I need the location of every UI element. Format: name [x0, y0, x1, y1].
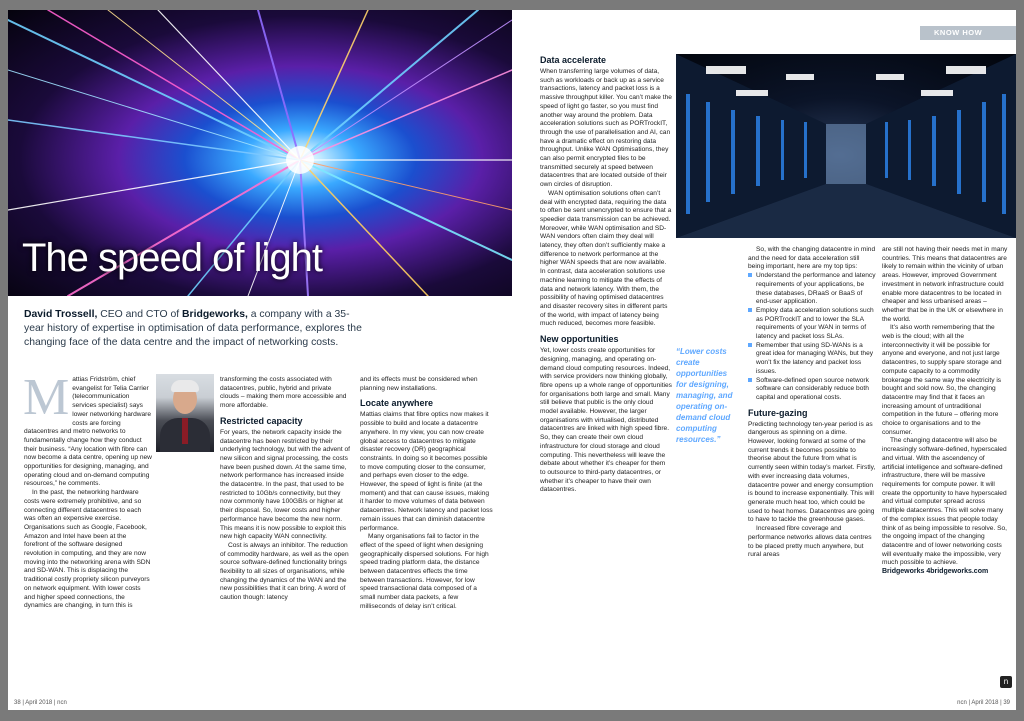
- paragraph: So, with the changing datacentre in mind and the need for data acceleration still being important, here are my top tips:: [748, 246, 876, 271]
- server-corridor-graphic: [676, 54, 1016, 238]
- section-heading: New opportunities: [540, 334, 619, 345]
- paragraph: attias Fridström, chief evangelist for Telia Carrier (telecommunication services specialist) says lower networking hardware costs are forcing datacentres and metro networks to fundamentally change how they conduct their business. “Any location with fibre can now become a data centre, opening up new opportunities for designing, managing, and operating cloud and on-demand computing resources,” he comments.: [24, 376, 152, 488]
- tip-item: Software-defined open source network software can considerably reduce both capital and operational costs.: [748, 377, 876, 403]
- paragraph: When transferring large volumes of data, such as workloads or back up as a service transactions, latency and packet loss is a massive throughput killer. You can’t make the speed of light go faster, so you must find another way around the problem. Data acceleration solutions such as PORTrockIT, through the use of parallelisation and AI, can have a dramatic effect on restoring data throughput. Unlike WAN Optimisations, they can also permit encrypted files to be transmitted securely at speed between datacentres that are located outside of their own circles of disruption.: [540, 68, 672, 189]
- paragraph: and its effects must be considered when planning new installations.: [360, 376, 478, 392]
- paragraph: transforming the costs associated with datacentres, public, hybrid and private clouds – making them more accessible and more affordable.: [220, 376, 347, 410]
- article-intro: [24, 308, 364, 350]
- paragraph: In the past, the networking hardware costs were extremely prohibitive, and so connecting different datacentres to each was often an expensive exercise. Organisations such as Google, Facebook, Amazon and Intel have been at the forefront of the software designed revolution in computing, and they are now moving into the networking arena with SDN and SD-WAN. This is displacing the traditional costly propriety silicon purveyors on network equipment. With lower costs and higher speed connections, the dynamics are changing, in turn this is: [24, 489, 151, 610]
- pull-quote: “Lower costs create opportunities for designing, managing, and operating on-demand cloud computing resources.”: [676, 347, 733, 444]
- paragraph: Mattias claims that fibre optics now makes it possible to build and locate a datacentre anywhere. In my view, you can now create global access to datacentres to mitigate disaster recovery (DR) geographical constraints. In doing so it becomes possible to move computing closer to the consumer, and perhaps even closer to the edge. However, the speed of light is finite (at the moment) and that can cause issues, making it harder to move volumes of data between datacentres. Network latency and packet loss remain issues that can diminish datacentre performance.: [360, 411, 493, 532]
- bullet-icon: [748, 343, 752, 347]
- paragraph: Cost is always an inhibitor. The reduction of commodity hardware, as well as the open source software-defined functionality brings flexibility to all sizes of organisations, while changing the dynamics of the WAN and the new possibilities that it can bring. A word of caution though: latency: [220, 541, 349, 602]
- credit-line: Bridgeworks 4bridgeworks.com: [882, 568, 989, 576]
- paragraph: Many organisations fail to factor in the effect of the speed of light when designing geographically dispersed solutions. For high speed trading platform data, the distance between datacentres effects the time between transactions. However, for low speed transactional data composed of a small number data packets, a few milliseconds of delay isn’t critical.: [360, 533, 489, 610]
- paragraph: For years, the network capacity inside the datacentre has been restricted by their underlying technology, but with the advent of new silicon and signal processing, the costs have been pushed down. At the same time, network performance has increased inside the datacentre. In the past, that used to be restricted to 10Gb/s connectivity, but they now commonly have 100GB/s or higher at their disposal. So, lower costs and higher performance have become the new norm. This means it is now possible to exploit this new high capacity WAN connectivity.: [220, 428, 351, 541]
- section-heading: Restricted capacity: [220, 415, 303, 426]
- drop-cap: M: [23, 369, 70, 426]
- author-photo: [156, 374, 214, 452]
- column-6: [882, 246, 1008, 577]
- hero-image: [8, 10, 512, 296]
- author-role: CEO and CTO of: [97, 309, 183, 320]
- paragraph: The changing datacentre will also be increasingly software-defined, hyperscaled and virtual. With the ascendency of artificial intelligence and software-defined infrastructure, there will be massive requirements for compute power. It will create the opportunity to have hyperscaled and virtual computer spread across multiple datacentres. This will solve many of the complex issues that people today think of as being impossible to resolve. So, the ongoing impact of the changing datacentre and of lower networking costs will eventually make the impossible, very much possible to achieve.: [882, 437, 1007, 567]
- ncn-logo-icon: n: [1000, 676, 1012, 688]
- paragraph: Yet, lower costs create opportunities for designing, managing, and operating on-demand cloud computing resources. Indeed, with service providers now thinking globally, fibre opens up a whole range of opportunities for organisations both large and small. Many still believe that public is the only cloud model available. However, the larger organisations with virtualised, distributed datacentres are linked with high speed fibre. So, they can create their own cloud infrastructure for cloud storage and cloud computing. This nevertheless will leave the debate about whether it’s cheaper for them to outsource to third-party datacentres, or whether it’s cheaper to have their own datacentres.: [540, 347, 672, 494]
- tip-item: Employ data acceleration solutions such as PORTrockIT and to lower the SLA requirements of your WAN in terms of latency and packet loss SLAs.: [748, 307, 876, 342]
- column-5: [748, 246, 876, 560]
- column-4: [540, 50, 672, 495]
- intro-text: a company with a 35-year history of expertise in optimisation of data performance, explores the changing face of the data centre and the impact of networking costs.: [24, 309, 362, 348]
- left-page: [8, 10, 512, 710]
- column-1: [23, 369, 152, 611]
- tip-item: Remember that using SD-WANs is a great idea for managing WANs, but they won’t fix the latency and packet loss issues.: [748, 342, 876, 377]
- datacentre-image: [676, 54, 1016, 238]
- paragraph: WAN optimisation solutions often can’t deal with encrypted data, requiring the data to often be sent unencrypted to ensure that a speedier data transmission can be achieved. Moreover, while WAN optimisation and SD-WAN vendors often claim they deal will latency, they often don’t sufficiently make a difference to network performance at the higher WAN speeds that are now available. In contrast, data acceleration solutions use machine learning to mitigate the effects of data and network latency. With them, the possibility of having optimised datacentres and disaster recovery sites in different parts of the world, with impact of latency being much reduced, becomes more feasible.: [540, 189, 672, 328]
- paragraph: are still not having their needs met in many countries. This means that datacentres are likely to remain within the vicinity of urban areas. However, improved Government investment in network infrastructure could enable more datacentres to be located in cheaper and less urbanised areas – whether that be in the UK or elsewhere in the world.: [882, 246, 1008, 323]
- section-heading: Data accelerate: [540, 55, 607, 65]
- paragraph: It’s also worth remembering that the web is the cloud; with all the interconnectivity it will be possible for anyone and everyone, and not just large datacentres, to supply spare storage and compute capacity to a commodity brokerage the same way the electricity is bought and sold now. So, the changing datacentre may find that it faces an increasing amount of untraditional competition in the future – offering more choice to organisations and to the consumer.: [882, 324, 1002, 436]
- tip-item: Understand the performance and latency requirements of your applications, be these databases, DRaaS or BaaS of end-user application.: [748, 272, 876, 307]
- section-tag: KNOW HOW: [920, 26, 1016, 40]
- column-3: [360, 376, 494, 612]
- company-name: Bridgeworks,: [182, 309, 248, 320]
- section-heading: Future-gazing: [748, 407, 808, 418]
- article-title: The speed of light: [22, 236, 322, 280]
- bullet-icon: [748, 308, 752, 312]
- right-page: [512, 10, 1016, 710]
- bullet-icon: [748, 273, 752, 277]
- column-2: [220, 376, 352, 603]
- page-footer: ncn | April 2018 | 39: [957, 700, 1010, 706]
- paragraph: Predicting technology ten-year period is as dangerous as spinning on a dime. However, looking forward at some of the current trends it becomes possible to theorise about the future from what is currently seen within today’s market. Firstly, with ever increasing data volumes, datacentre power and energy consumption is bound to increase exponentially. This will generate much heat too, which could be used to heat homes. Datacentres are going to have to tackle the greenhouse gases.: [748, 420, 876, 524]
- section-heading: Locate anywhere: [360, 398, 434, 409]
- bullet-icon: [748, 378, 752, 382]
- paragraph: Increased fibre coverage and performance networks allows data centres to be placed pretty much anywhere, but rural areas: [748, 525, 872, 559]
- page-footer: 38 | April 2018 | ncn: [14, 700, 67, 706]
- author-name: David Trossell,: [24, 309, 98, 320]
